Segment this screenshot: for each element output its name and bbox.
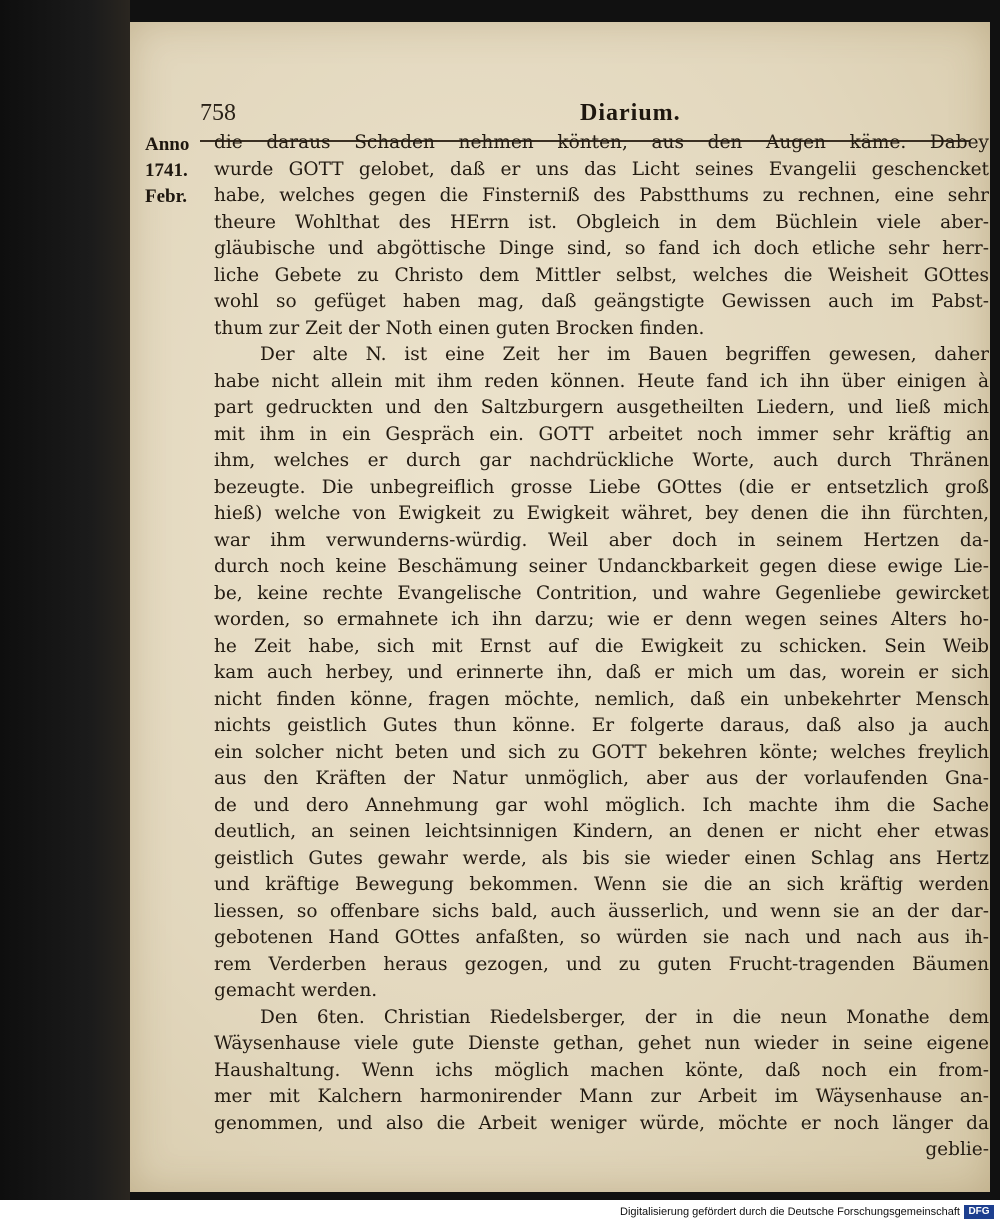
- funding-credit: Digitalisierung gefördert durch die Deutsche Forschungsgemeinschaft: [620, 1206, 960, 1218]
- text-line: Den 6ten. Christian Riedelsberger, der in die neun Monathe dem: [260, 1006, 989, 1028]
- text-line: rem Verderben heraus gezogen, und zu guten Frucht-tragenden Bäumen: [214, 953, 989, 975]
- text-line: mer mit Kalchern harmonirender Mann zur Arbeit im Wäysenhause an-: [214, 1086, 989, 1107]
- text-line: gemacht werden.: [214, 980, 378, 1001]
- page-header: [200, 100, 970, 132]
- text-line: Der alte N. ist eine Zeit her im Bauen begriffen gewesen, daher: [260, 344, 989, 365]
- margin-month: Febr.: [145, 186, 188, 207]
- text-line: gebotenen Hand GOttes anfaßten, so würden sie nach und nach aus ih-: [214, 927, 989, 948]
- text-line: Wäysenhause viele gute Dienste gethan, gehet nun wieder in seine eigene: [214, 1033, 989, 1054]
- text-line: hieß) welche von Ewigkeit zu Ewigkeit währet, bey denen die ihn fürchten,: [214, 503, 989, 524]
- text-line: durch noch keine Beschämung seiner Undanckbarkeit gegen diese ewige Lie-: [214, 556, 989, 577]
- text-line: und kräftige Bewegung bekommen. Wenn sie die an sich kräftig werden: [214, 874, 989, 895]
- text-line: war ihm verwunderns-würdig. Weil aber doch in seinem Hertzen da-: [214, 529, 989, 551]
- text-line: gläubische und abgöttische Dinge sind, so fand ich doch etliche sehr herr-: [214, 238, 989, 259]
- text-line: ihm, welches er durch gar nachdrückliche Worte, auch durch Thränen: [214, 450, 989, 471]
- catchword: geblie-: [925, 1139, 989, 1160]
- body-text: [214, 130, 989, 1164]
- text-line: wohl so gefüget haben mag, daß geängstigte Gewissen auch im Pabst-: [214, 291, 989, 312]
- text-line: bezeugte. Die unbegreiflich grosse Liebe GOttes (die er entsetzlich groß: [214, 476, 989, 498]
- text-line: liessen, so offenbare sichs bald, auch äusserlich, und wenn sie an der dar-: [214, 900, 989, 922]
- text-line: liche Gebete zu Christo dem Mittler selbst, welches die Weisheit GOttes: [214, 264, 989, 286]
- text-line: theure Wohlthat des HErrn ist. Obgleich in dem Büchlein viele aber-: [214, 211, 989, 233]
- text-line: part gedruckten und den Saltzburgern ausgetheilten Liedern, und ließ mich: [214, 397, 989, 418]
- text-line: mit ihm in ein Gespräch ein. GOTT arbeitet noch immer sehr kräftig an: [214, 423, 989, 445]
- text-line: worden, so ermahnete ich ihn darzu; wie er denn wegen seines Alters ho-: [214, 609, 989, 630]
- text-line: kam auch herbey, und erinnerte ihn, daß er mich um das, worein er sich: [214, 662, 989, 683]
- text-line: de und dero Annehmung gar wohl möglich. Ich machte ihm die Sache: [214, 794, 989, 816]
- text-line: geistlich Gutes gewahr werde, als bis sie wieder einen Schlag ans Hertz: [214, 847, 989, 869]
- margin-year: 1741.: [145, 160, 188, 181]
- dfg-logo: DFG: [964, 1205, 994, 1219]
- running-head: Diarium.: [580, 100, 681, 126]
- text-line: die daraus Schaden nehmen könten, aus den Augen käme. Dabey: [214, 132, 989, 153]
- text-line: aus den Kräften der Natur unmöglich, aber aus der vorlaufenden Gna-: [214, 768, 989, 789]
- text-line: deutlich, an seinen leichtsinnigen Kindern, an denen er nicht eher etwas: [214, 821, 989, 842]
- text-line: thum zur Zeit der Noth einen guten Brocken finden.: [214, 317, 705, 339]
- text-line: wurde GOTT gelobet, daß er uns das Licht seines Evangelii geschencket: [214, 158, 989, 180]
- text-line: be, keine rechte Evangelische Contrition, und wahre Gegenliebe gewircket: [214, 582, 989, 604]
- text-line: habe nicht allein mit ihm reden können. Heute fand ich ihn über einigen à: [214, 370, 989, 392]
- page-number: 758: [200, 100, 236, 126]
- text-line: nicht finden könne, fragen möchte, nemlich, daß ein unbekehrter Mensch: [214, 688, 989, 710]
- text-line: he Zeit habe, sich mit Ernst auf die Ewigkeit zu schicken. Sein Weib: [214, 635, 989, 657]
- margin-date-note: [145, 132, 217, 210]
- book-spine-edge: [0, 0, 130, 1200]
- text-line: Haushaltung. Wenn ichs möglich machen könte, daß noch ein from-: [214, 1059, 989, 1081]
- text-line: ein solcher nicht beten und sich zu GOTT bekehren könte; welches freylich: [214, 741, 989, 763]
- footer-bar: [0, 1200, 1000, 1226]
- text-line: nichts geistlich Gutes thun könne. Er folgerte daraus, daß also ja auch: [214, 715, 989, 736]
- text-line: genommen, und also die Arbeit weniger würde, möchte er noch länger da: [214, 1112, 989, 1134]
- margin-year-label: Anno: [145, 134, 190, 155]
- text-line: habe, welches gegen die Finsterniß des Pabstthums zu rechnen, eine sehr: [214, 185, 989, 206]
- book-page: [130, 22, 990, 1192]
